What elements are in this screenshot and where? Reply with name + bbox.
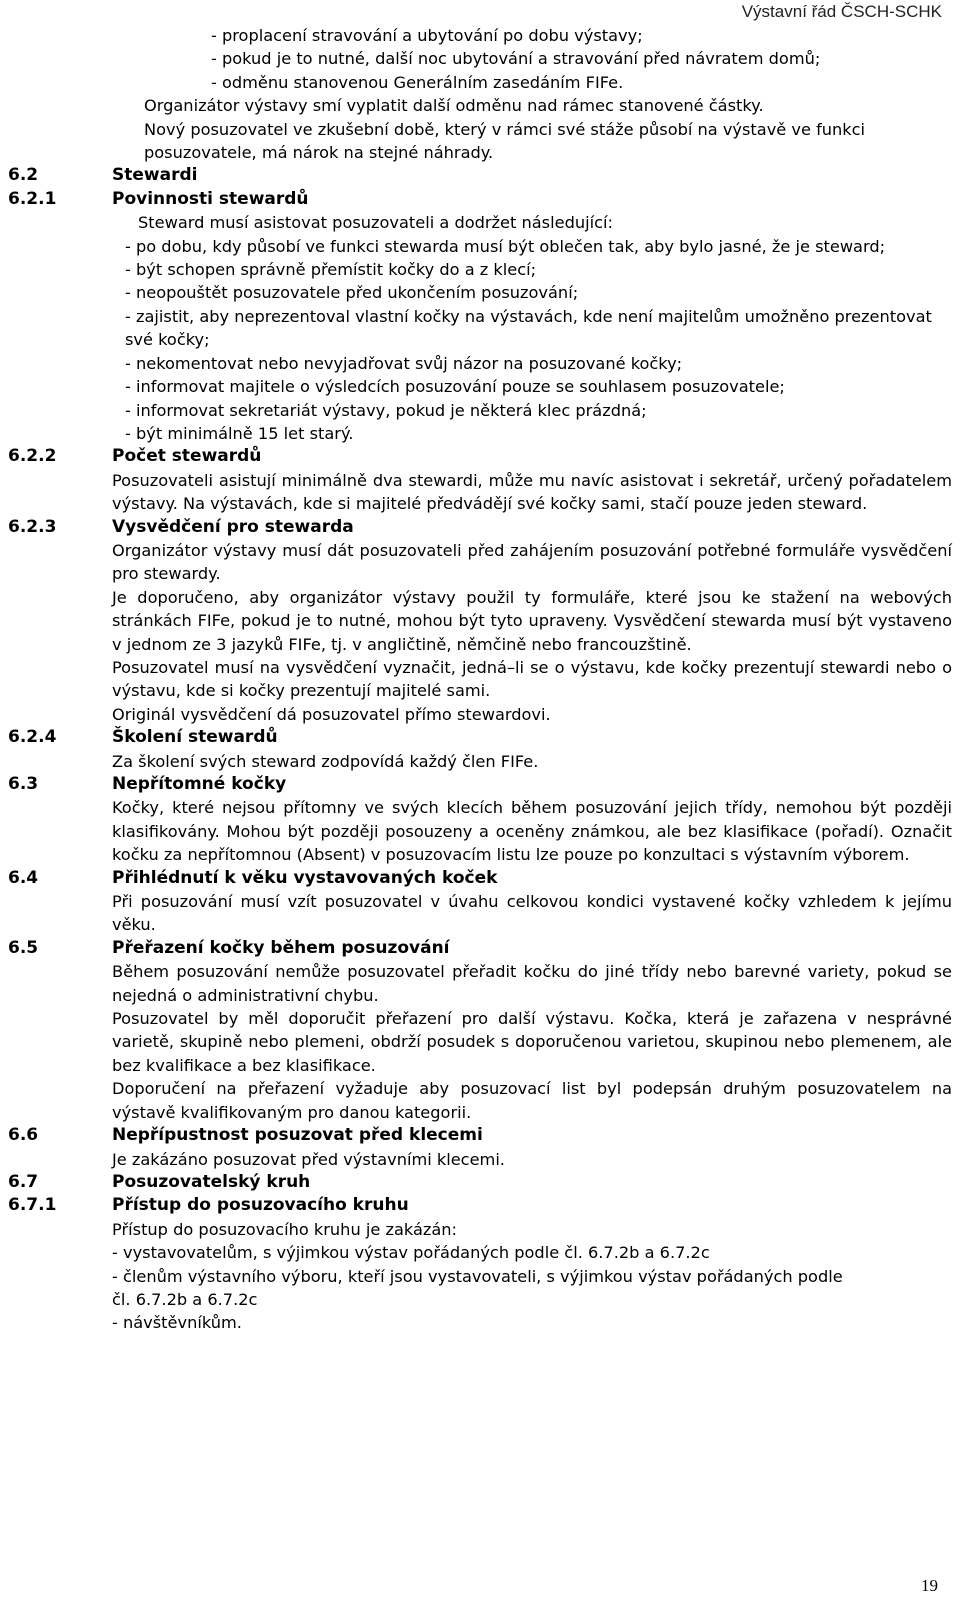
list-item: - neopouštět posuzovatele před ukončením posuzování; <box>125 283 579 303</box>
paragraph: Za školení svých steward zodpovídá každý člen FIFe. <box>112 751 539 771</box>
list-item: - odměnu stanovenou Generálním zasedáním FIFe. <box>211 72 624 92</box>
section-title: Povinnosti stewardů <box>112 188 309 209</box>
list-item: - návštěvníkům. <box>112 1313 242 1333</box>
paragraph: Je doporučeno, aby organizátor výstavy použil ty formuláře, které jsou ke stažení na webových stránkách FIFe, pokud je to nutné, mohou být tyto upraveny. Vysvědčení stewarda musí být vystaveno v jednom ze 3 jazyků FIFe, tj. v angličtině, němčině nebo francouzštině. <box>112 587 952 654</box>
running-header: Výstavní řád ČSCH-SCHK <box>741 2 942 21</box>
paragraph: Je zakázáno posuzovat před výstavními klecemi. <box>112 1149 505 1169</box>
page-number: 19 <box>921 1576 938 1595</box>
paragraph: Steward musí asistovat posuzovateli a dodržet následující: <box>138 213 613 233</box>
section-title: Nepřítomné kočky <box>112 774 287 794</box>
list-item: - být minimálně 15 let starý. <box>125 423 354 443</box>
list-item: - informovat majitele o výsledcích posuzování pouze se souhlasem posuzovatele; <box>125 377 785 397</box>
list-item: - pokud je to nutné, další noc ubytování a stravování před návratem domů; <box>211 49 821 69</box>
section-title: Posuzovatelský kruh <box>112 1171 311 1192</box>
intro-list <box>8 24 941 94</box>
section-heading <box>8 445 952 468</box>
list-item: - po dobu, kdy působí ve funkci stewarda musí být oblečen tak, aby bylo jasné, že je steward; <box>125 236 886 256</box>
section-number: 6.7 <box>8 1171 39 1192</box>
paragraph: Posuzovatel musí na vysvědčení vyznačit, jedná–li se o výstavu, kde kočky prezentují stewardi nebo o výstavu, kde si kočky prezentují majitelé sami. <box>112 657 952 701</box>
section-title: Přihlédnutí k věku vystavovaných koček <box>112 867 498 888</box>
paragraph: Při posuzování musí vzít posuzovatel v úvahu celkovou kondici vystavené kočky vzhledem k jejímu věku. <box>112 892 952 935</box>
paragraph: Doporučení na přeřazení vyžaduje aby posuzovací list byl podepsán druhým posuzovatelem na výstavě kvalifikovaným pro danou kategorii. <box>112 1079 952 1122</box>
section-heading <box>8 1171 952 1194</box>
section-number: 6.6 <box>8 1125 39 1146</box>
section-number: 6.5 <box>8 937 39 958</box>
list-item: - proplacení stravování a ubytování po dobu výstavy; <box>211 26 643 45</box>
section-title: Vysvědčení pro stewarda <box>112 516 354 537</box>
section-number: 6.2.1 <box>8 188 57 209</box>
paragraph: Kočky, které nejsou přítomny ve svých klecích během posuzování jejich třídy, nemohou být později klasifikovány. Mohou být později posouzeny a oceněny známkou, ale bez klasifikace (pořadí). Označit kočku za nepřítomnou (Absent) v posuzovacím listu lze pouze po konzultaci s výstavním výborem. <box>112 798 952 865</box>
paragraph: Přístup do posuzovacího kruhu je zakázán: <box>112 1219 458 1239</box>
paragraph: Organizátor výstavy musí dát posuzovateli před zahájením posuzování potřebné formuláře vysvědčení pro stewardy. <box>112 540 952 584</box>
section-title: Přeřazení kočky během posuzování <box>112 937 450 958</box>
section-title: Přístup do posuzovacího kruhu <box>112 1195 409 1216</box>
section-heading <box>8 188 952 211</box>
section-number: 6.4 <box>8 867 39 888</box>
paragraph: Posuzovateli asistují minimálně dva stewardi, může mu navíc asistovat i sekretář, určený pořadatelem výstavy. Na výstavách, kde si majitelé předvádějí své kočky sami, stačí pouze jeden steward. <box>112 470 952 514</box>
section-heading <box>8 773 952 796</box>
section-number: 6.2.2 <box>8 446 57 467</box>
section-number: 6.2 <box>8 165 39 186</box>
list-item: - nekomentovat nebo nevyjadřovat svůj názor na posuzované kočky; <box>125 353 683 373</box>
section-number: 6.2.4 <box>8 727 57 748</box>
section-heading <box>8 867 952 890</box>
section-heading <box>8 726 952 749</box>
paragraph: Originál vysvědčení dá posuzovatel přímo stewardovi. <box>112 704 551 724</box>
paragraph: Organizátor výstavy smí vyplatit další odměnu nad rámec stanovené částky. <box>144 96 764 116</box>
section-heading <box>8 516 952 539</box>
section-title: Počet stewardů <box>112 446 262 467</box>
list-item: - být schopen správně přemístit kočky do a z klecí; <box>125 260 537 280</box>
document-body <box>8 24 952 1335</box>
section-number: 6.2.3 <box>8 516 57 537</box>
section-heading <box>8 1194 952 1217</box>
list-item: - vystavovatelům, s výjimkou výstav pořádaných podle čl. 6.7.2b a 6.7.2c <box>112 1243 710 1263</box>
paragraph: Během posuzování nemůže posuzovatel přeřadit kočku do jiné třídy nebo barevné variety, pokud se nejedná o administrativní chybu. <box>112 962 952 1005</box>
list-item: - zajistit, aby neprezentoval vlastní kočky na výstavách, kde není majitelům umožněno prezentovat své kočky; <box>125 306 932 350</box>
list-item: - informovat sekretariát výstavy, pokud je některá klec prázdná; <box>125 400 647 420</box>
paragraph: Posuzovatel by měl doporučit přeřazení pro další výstavu. Kočka, která je zařazena v nesprávné varietě, skupině nebo plemeni, obdrží posudek s doporučenou varietou, skupinou nebo plemenem, ale bez kvalifikace a bez klasifikace. <box>112 1009 952 1075</box>
section-heading <box>8 937 952 960</box>
duties-list <box>8 235 945 446</box>
paragraph: Nový posuzovatel ve zkušební době, který v rámci své stáže působí na výstavě ve funkci posuzovatele, má nárok na stejné náhrady. <box>144 119 866 163</box>
list-item: - členům výstavního výboru, kteří jsou vystavovateli, s výjimkou výstav pořádaných podle čl. 6.7.2b a 6.7.2c <box>112 1266 843 1309</box>
section-title: Školení stewardů <box>112 727 278 748</box>
section-number: 6.3 <box>8 774 39 794</box>
section-heading <box>8 1124 952 1147</box>
section-number: 6.7.1 <box>8 1195 57 1216</box>
section-title: Stewardi <box>112 165 198 186</box>
section-heading <box>8 164 952 187</box>
access-list <box>8 1241 852 1335</box>
section-title: Nepřípustnost posuzovat před klecemi <box>112 1125 483 1146</box>
